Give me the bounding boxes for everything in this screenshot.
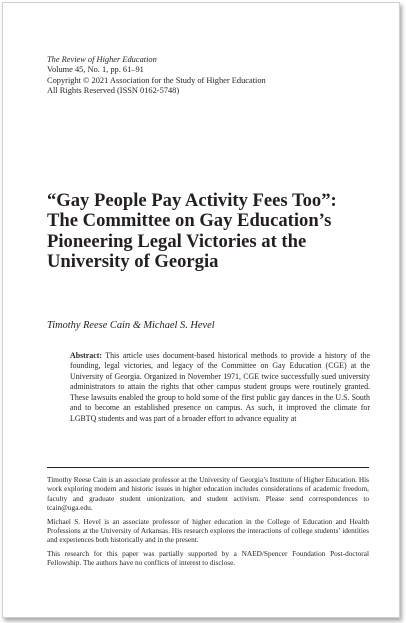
footnote-divider <box>47 467 369 468</box>
abstract <box>70 351 370 456</box>
journal-name: The Review of Higher Education <box>47 55 157 64</box>
article-authors: Timothy Reese Cain & Michael S. Hevel <box>47 320 215 331</box>
volume-info: Volume 45, No. 1, pp. 61–91 <box>47 65 144 75</box>
document-page <box>2 2 400 618</box>
author-notes <box>47 475 369 572</box>
journal-header <box>47 55 367 97</box>
article-title: “Gay People Pay Activity Fees Too”: The Committee on Gay Education’s Pioneering Legal Victories at the University of Georgia <box>47 190 337 273</box>
rights-line: All Rights Reserved (ISSN 0162-5748) <box>47 86 180 96</box>
author-note-hevel: Michael S. Hevel is an associate professor of higher education in the College of Education and Health Professions at the University of Arkansas. His research explores the interactions of college students’ identities and experiences both historically and in the present. <box>47 516 369 545</box>
copyright-line: Copyright © 2021 Association for the Study of Higher Education <box>47 75 266 85</box>
funding-note: This research for this paper was partially supported by a NAED/Spencer Foundation Post-doctoral Fellowship. The authors have no conflicts of interest to disclose. <box>47 548 369 568</box>
abstract-text: This article uses document-based historical methods to provide a history of the founding, legal victories, and legacy of the Committee on Gay Education (CGE) at the University of Georgia. Organized in November 1971, CGE twice successfully sued university administrators to attain the rights that other campus student groups were routinely granted. These lawsuits enabled the group to hold some of the first public gay dances in the U.S. South and to become an established presence on campus. As such, it improved the climate for LGBTQ students and was part of a broader effort to advance equality at <box>70 351 370 423</box>
abstract-label: Abstract: <box>70 351 102 360</box>
author-note-cain: Timothy Reese Cain is an associate professor at the University of Georgia’s Institute of Higher Education. His work exploring modern and historic issues in higher education includes considerations of academic freedom, faculty and graduate student unionization, and student activism. Please send correspondences to tcain@uga.edu. <box>47 475 369 513</box>
